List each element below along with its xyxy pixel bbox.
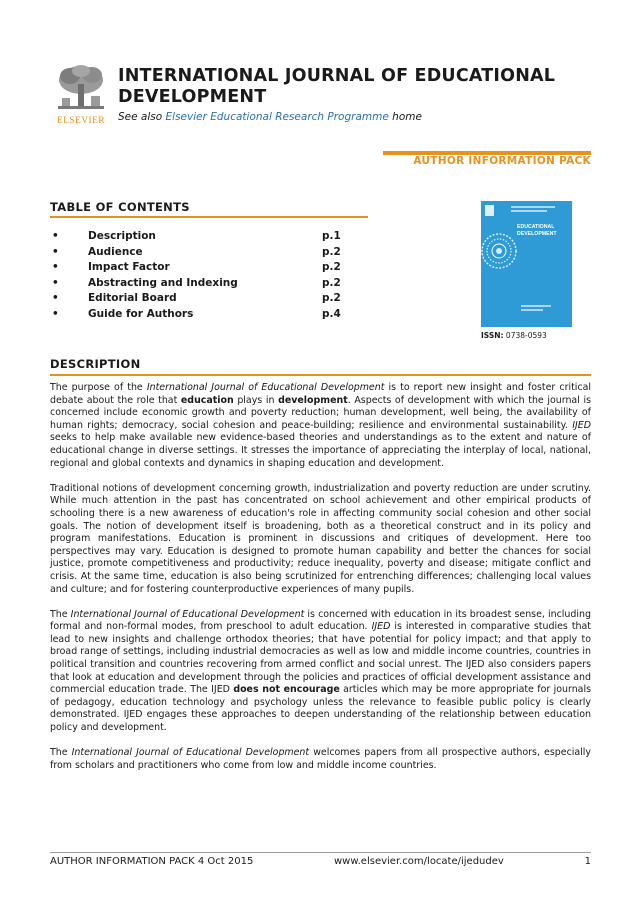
toc-item-guide-for-authors[interactable]	[50, 308, 370, 324]
toc-title: TABLE OF CONTENTS	[50, 200, 190, 214]
elsevier-wordmark: ELSEVIER	[56, 116, 106, 126]
description-paragraph-2: Traditional notions of development concerning growth, industrialization and poverty reduction are under scrutiny. While much attention in the past has concentrated on school achievement and other empirical products of schooling there is a new awareness of education's role in affecting community social cohesion and other social goals. The notion of development itself is broadening, both as a theoretical construct and in its policy and program manifestations. Education is prominent in discussions and critiques of development. Here too perspectives may vary. Education is designed to promote human capability and better the chances for social justice, promote competitiveness and productivity; reduce inequality, poverty and disease; mitigate conflict and crisis. At the same time, education is also being scrutinized for entrenching differences; challenging local values and culture; and for fostering counterproductive experiences of many pupils.	[50, 482, 591, 595]
journal-cover-image	[481, 201, 572, 327]
toc-rule	[50, 216, 368, 218]
bullet-icon: •	[52, 276, 59, 289]
description-paragraph-3: The International Journal of Educational Development is concerned with education in its broadest sense, including formal and non-formal modes, from preschool to adult education. IJED is interested in comparative studies that lead to new insights and challenge orthodox theories; that have potential for policy impact; and that apply to broad range of settings, including industrial democracies as well as low and middle income countries, countries in political transition and countries recovering from armed conflict and social unrest. The IJED also considers papers that look at education and development through the policies and practices of official development assistance and commercial education trade. The IJED does not encourage articles which may be more appropriate for journals of pedagogy, education technology and psychology unless the relevance to feasible public policy is clearly demonstrated. IJED engages these approaches to deepen understanding of the relationship between education policy and development.	[50, 608, 591, 734]
description-body	[50, 382, 591, 785]
description-paragraph-1: The purpose of the International Journal of Educational Development is to report new insight and foster critical debate about the role that education plays in development. Aspects of development with which the journal is concerned include economic growth and poverty reduction; human development, well being, the availability of human rights; democracy, social cohesion and peace-building; resilience and environmental sustainability. IJED seeks to help make available new evidence-based theories and understandings as to the extent and nature of educational change in diverse settings. It stresses the importance of appreciating the interplay of local, national, regional and global contexts and dynamics in shaping education and development.	[50, 382, 592, 469]
toc-item-audience[interactable]	[50, 246, 370, 262]
page-footer	[50, 856, 591, 870]
footer-page-number: 1	[584, 856, 591, 867]
bullet-icon: •	[52, 307, 59, 320]
see-also-line	[118, 111, 422, 123]
description-heading: DESCRIPTION	[50, 357, 141, 371]
toc-item-page: p.2	[322, 292, 341, 304]
toc-item-label: Editorial Board	[88, 292, 177, 304]
toc-item-label: Description	[88, 230, 156, 242]
toc-list	[50, 230, 370, 323]
bullet-icon: •	[52, 245, 59, 258]
footer-pack-date: AUTHOR INFORMATION PACK 4 Oct 2015	[50, 856, 254, 867]
cover-title-line-2: DEVELOPMENT	[517, 231, 557, 237]
see-also-prefix: See also	[118, 111, 166, 123]
issn-label: ISSN:	[481, 331, 504, 340]
toc-item-label: Abstracting and Indexing	[88, 276, 238, 289]
toc-item-impact-factor[interactable]	[50, 261, 370, 277]
author-info-pack-label: AUTHOR INFORMATION PACK	[413, 155, 591, 167]
toc-item-description[interactable]	[50, 230, 370, 246]
toc-item-page: p.2	[322, 276, 341, 289]
description-rule	[50, 374, 591, 376]
toc-item-label: Impact Factor	[88, 261, 170, 273]
bullet-icon: •	[52, 292, 59, 304]
toc-item-page: p.1	[322, 230, 341, 242]
elsevier-logo	[50, 62, 112, 126]
bullet-icon: •	[52, 230, 59, 242]
footer-rule	[50, 852, 591, 853]
toc-item-abstracting-indexing[interactable]	[50, 277, 370, 293]
toc-item-editorial-board[interactable]	[50, 292, 370, 308]
description-paragraph-4: The International Journal of Educational Development welcomes papers from all prospective authors, especially from scholars and practitioners who come from low and middle income countries.	[50, 747, 591, 771]
issn-line	[481, 331, 547, 340]
footer-journal-url[interactable]: www.elsevier.com/locate/ijedudev	[334, 856, 504, 867]
toc-item-page: p.2	[322, 245, 341, 258]
cover-title-line-1: EDUCATIONAL	[517, 224, 555, 230]
journal-title-line-2: DEVELOPMENT	[118, 87, 267, 107]
toc-item-page: p.4	[322, 307, 341, 320]
see-also-suffix: home	[388, 111, 422, 123]
toc-item-label: Guide for Authors	[88, 307, 194, 320]
bullet-icon: •	[52, 261, 59, 273]
issn-value: 0738-0593	[503, 331, 547, 340]
journal-title-line-1: INTERNATIONAL JOURNAL OF EDUCATIONAL	[118, 66, 556, 86]
elsevier-research-programme-link[interactable]: Elsevier Educational Research Programme	[165, 111, 389, 123]
toc-item-label: Audience	[88, 245, 143, 258]
journal-title	[118, 66, 598, 108]
toc-item-page: p.2	[322, 261, 341, 273]
